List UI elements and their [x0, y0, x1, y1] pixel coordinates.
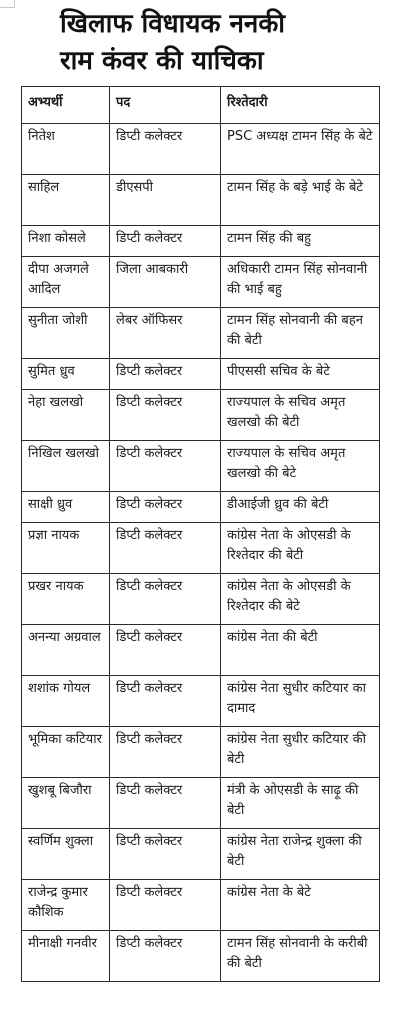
post-cell: डिप्टी कलेक्टर — [110, 727, 221, 778]
post-cell: डिप्टी कलेक्टर — [110, 226, 221, 257]
candidate-cell: निशा कोसले — [22, 226, 110, 257]
post-cell: डीएसपी — [110, 175, 221, 226]
post-cell: डिप्टी कलेक्टर — [110, 880, 221, 931]
header-post: पद — [110, 87, 221, 124]
relation-cell: अधिकारी टामन सिंह सोनवानी की भाई बहु — [221, 257, 380, 308]
post-cell: डिप्टी कलेक्टर — [110, 778, 221, 829]
post-cell: डिप्टी कलेक्टर — [110, 931, 221, 982]
headline-line-1: खिलाफ विधायक ननकी — [60, 9, 286, 39]
candidate-cell: नेहा खलखो — [22, 390, 110, 441]
post-cell: डिप्टी कलेक्टर — [110, 574, 221, 625]
relation-cell: डीआईजी ध्रुव की बेटी — [221, 492, 380, 523]
post-cell: डिप्टी कलेक्टर — [110, 441, 221, 492]
table-row — [22, 931, 380, 982]
candidate-cell: खुशबू बिजौरा — [22, 778, 110, 829]
table-row — [22, 676, 380, 727]
relation-cell: मंत्री के ओएसडी के साढ़ू की बेटी — [221, 778, 380, 829]
table-row — [22, 523, 380, 574]
table-row — [22, 441, 380, 492]
table-row — [22, 124, 380, 175]
post-cell: डिप्टी कलेक्टर — [110, 523, 221, 574]
relatives-table — [21, 86, 380, 982]
headline-line-2: राम कंवर की याचिका — [60, 46, 264, 76]
relation-cell: टामन सिंह सोनवानी की बहन की बेटी — [221, 308, 380, 359]
relation-cell: PSC अध्यक्ष टामन सिंह के बेटे — [221, 124, 380, 175]
table-row — [22, 226, 380, 257]
candidate-cell: स्वर्णिम शुक्ला — [22, 829, 110, 880]
relation-cell: टामन सिंह की बहु — [221, 226, 380, 257]
relation-cell: राज्यपाल के सचिव अमृत खलखो की बेटे — [221, 441, 380, 492]
relation-cell: टामन सिंह सोनवानी के करीबी की बेटी — [221, 931, 380, 982]
relation-cell: कांग्रेस नेता के ओएसडी के रिश्तेदार की बेटे — [221, 574, 380, 625]
candidate-cell: दीपा अजगले आदिल — [22, 257, 110, 308]
candidate-cell: भूमिका कटियार — [22, 727, 110, 778]
table-row — [22, 359, 380, 390]
table-row — [22, 625, 380, 676]
header-candidate: अभ्यर्थी — [22, 87, 110, 124]
post-cell: डिप्टी कलेक्टर — [110, 676, 221, 727]
relation-cell: कांग्रेस नेता के ओएसडी के रिश्तेदार की बेटी — [221, 523, 380, 574]
table-row — [22, 880, 380, 931]
relation-cell: कांग्रेस नेता सुधीर कटियार की बेटी — [221, 727, 380, 778]
table-row — [22, 727, 380, 778]
header-row — [22, 87, 380, 124]
candidate-cell: सुमित ध्रुव — [22, 359, 110, 390]
table-row — [22, 175, 380, 226]
headline — [60, 6, 390, 80]
table-row — [22, 492, 380, 523]
candidate-cell: निखिल खलखो — [22, 441, 110, 492]
relation-cell: कांग्रेस नेता की बेटी — [221, 625, 380, 676]
table-row — [22, 574, 380, 625]
candidate-cell: शशांक गोयल — [22, 676, 110, 727]
candidate-cell: नितेश — [22, 124, 110, 175]
table-row — [22, 390, 380, 441]
relation-cell: कांग्रेस नेता के बेटे — [221, 880, 380, 931]
candidate-cell: मीनाक्षी गनवीर — [22, 931, 110, 982]
post-cell: डिप्टी कलेक्टर — [110, 829, 221, 880]
candidate-cell: साहिल — [22, 175, 110, 226]
post-cell: डिप्टी कलेक्टर — [110, 625, 221, 676]
table-row — [22, 778, 380, 829]
header-relation: रिश्तेदारी — [221, 87, 380, 124]
post-cell: जिला आबकारी — [110, 257, 221, 308]
table-row — [22, 829, 380, 880]
relation-cell: टामन सिंह के बड़े भाई के बेटे — [221, 175, 380, 226]
post-cell: डिप्टी कलेक्टर — [110, 124, 221, 175]
candidate-cell: अनन्या अग्रवाल — [22, 625, 110, 676]
post-cell: डिप्टी कलेक्टर — [110, 492, 221, 523]
relation-cell: कांग्रेस नेता सुधीर कटियार का दामाद — [221, 676, 380, 727]
candidate-cell: राजेन्द्र कुमार कौशिक — [22, 880, 110, 931]
candidate-cell: सुनीता जोशी — [22, 308, 110, 359]
post-cell: लेबर ऑफिसर — [110, 308, 221, 359]
post-cell: डिप्टी कलेक्टर — [110, 390, 221, 441]
candidate-cell: साक्षी ध्रुव — [22, 492, 110, 523]
candidate-cell: प्रज्ञा नायक — [22, 523, 110, 574]
post-cell: डिप्टी कलेक्टर — [110, 359, 221, 390]
candidate-cell: प्रखर नायक — [22, 574, 110, 625]
relation-cell: राज्यपाल के सचिव अमृत खलखो की बेटी — [221, 390, 380, 441]
relation-cell: कांग्रेस नेता राजेन्द्र शुक्ला की बेटी — [221, 829, 380, 880]
table-row — [22, 308, 380, 359]
table-row — [22, 257, 380, 308]
corner-mark — [0, 0, 15, 8]
relation-cell: पीएससी सचिव के बेटे — [221, 359, 380, 390]
